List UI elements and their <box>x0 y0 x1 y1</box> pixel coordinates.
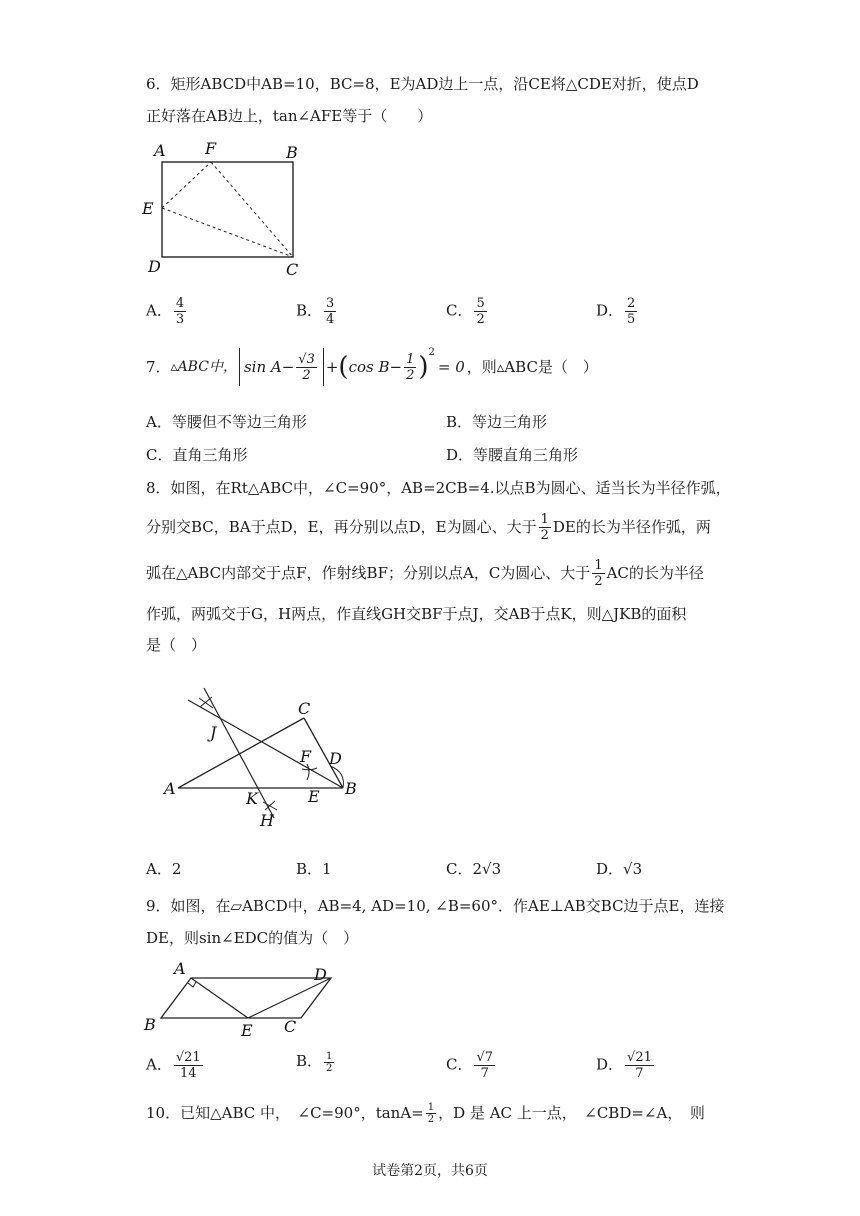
q7-option-b: B．等边三角形 <box>446 413 548 431</box>
q9-right-angle <box>188 982 196 987</box>
q8-label-f: F <box>300 747 312 766</box>
q8-mark-g <box>199 697 213 708</box>
q9-line-de <box>248 978 331 1018</box>
q9-label-e: E <box>241 1021 253 1040</box>
q8-option-a: A．2 <box>146 860 182 878</box>
q8-label-b: B <box>345 779 357 798</box>
q8-line-gh <box>204 688 274 818</box>
q6-label-a: A <box>154 141 166 160</box>
q6-label-f: F <box>205 139 217 158</box>
q8-label-a: A <box>164 779 176 798</box>
q6-option-a: A． $\frac{4}{3}$ <box>146 296 185 327</box>
q8-figure <box>150 676 380 834</box>
q8-option-b: B．1 <box>296 860 332 878</box>
q8-label-d: D <box>329 749 342 768</box>
q9-label-a: A <box>174 959 186 978</box>
q6-option-d: D． $\frac{2}{5}$ <box>596 296 636 327</box>
q9-line-ae <box>191 978 248 1018</box>
q6-label-b: B <box>286 143 298 162</box>
q8-line4: 作弧，两弧交于G，H两点，作直线GH交BF于点J，交AB于点K，则△JKB的面积 <box>146 605 687 623</box>
q9-label-d: D <box>314 965 327 984</box>
q8-line2: 分别交BC，BA于点D，E，再分别以点D，E为圆心、大于 $\frac{1}{2}$ DE的长为半径作弧，两 <box>146 511 711 543</box>
q6-line-ef <box>162 162 211 208</box>
q6-line2: 正好落在AB边上，tan∠AFE等于（ ） <box>146 107 433 125</box>
q9-figure <box>138 958 338 1040</box>
q7-line: 7． ▵ABC中， sin A− $\frac{√3}{2}$ + ( cos B− $\frac{1}{2}$ ) 2 = 0 ，则▵ABC是（ ） <box>146 347 598 387</box>
q6-option-c: C． $\frac{5}{2}$ <box>446 296 485 327</box>
q8-side-ac <box>178 718 304 788</box>
q8-label-c: C <box>298 699 311 718</box>
q6-line-fc <box>211 162 293 257</box>
q6-label-e: E <box>142 199 154 218</box>
q6-rectangle <box>162 162 293 257</box>
q9-line1: 9．如图，在▱ABCD中，AB=4, AD=10, ∠B=60°．作AE⊥AB交BC边于点E，连接 <box>146 897 725 915</box>
q9-option-b: B． $\frac{1}{2}$ <box>296 1050 333 1074</box>
q8-line1: 8．如图，在Rt△ABC中，∠C=90°，AB=2CB=4.以点B为圆心、适当长为半径作弧， <box>146 479 731 497</box>
q6-line1: 6．矩形ABCD中AB=10，BC=8，E为AD边上一点，沿CE将△CDE对折，使点D <box>146 75 699 93</box>
q9-line2: DE，则sin∠EDC的值为（ ） <box>146 929 359 947</box>
q8-line3: 弧在△ABC内部交于点F，作射线BF；分别以点A，C为圆心、大于 $\frac{1}{2}$ AC的长为半径 <box>146 557 704 589</box>
q7-square-term: ( cos B− $\frac{1}{2}$ ) 2 <box>338 347 435 383</box>
q8-ray-bf <box>188 700 343 788</box>
q8-line5: 是（ ） <box>146 636 207 654</box>
q6-label-d: D <box>148 257 161 276</box>
q9-label-b: B <box>144 1015 156 1034</box>
q7-option-a: A．等腰但不等边三角形 <box>146 413 307 431</box>
q9-option-d: D． $\frac{√21}{7}$ <box>596 1050 652 1081</box>
q8-label-j: J <box>210 723 217 742</box>
q8-label-h: H <box>260 811 274 830</box>
q7-abs-term: sin A− $\frac{√3}{2}$ <box>239 348 324 386</box>
page-footer: 试卷第2页，共6页 <box>372 1163 488 1179</box>
q6-option-b: B． $\frac{3}{4}$ <box>296 296 335 327</box>
q6-line-ec <box>162 208 293 257</box>
q6-label-c: C <box>286 260 299 279</box>
q9-label-c: C <box>284 1017 297 1036</box>
q8-option-d: D．√3 <box>596 860 643 878</box>
q9-option-c: C． $\frac{√7}{7}$ <box>446 1050 494 1081</box>
q9-option-a: A． $\frac{√21}{14}$ <box>146 1050 201 1081</box>
q10-line1: 10．已知△ABC 中， ∠C=90°，tanA= $\frac{1}{2}$ ，D 是 AC 上一点， ∠CBD=∠A， 则 <box>146 1101 705 1125</box>
q9-parallelogram <box>161 978 331 1018</box>
q6-figure <box>138 138 318 280</box>
q7-option-d: D．等腰直角三角形 <box>446 446 579 464</box>
q8-mark-f1 <box>307 764 309 780</box>
q7-option-c: C．直角三角形 <box>146 446 248 464</box>
q8-label-k: K <box>246 789 258 808</box>
q8-option-c: C．2√3 <box>446 860 502 878</box>
q8-label-e: E <box>308 787 320 806</box>
